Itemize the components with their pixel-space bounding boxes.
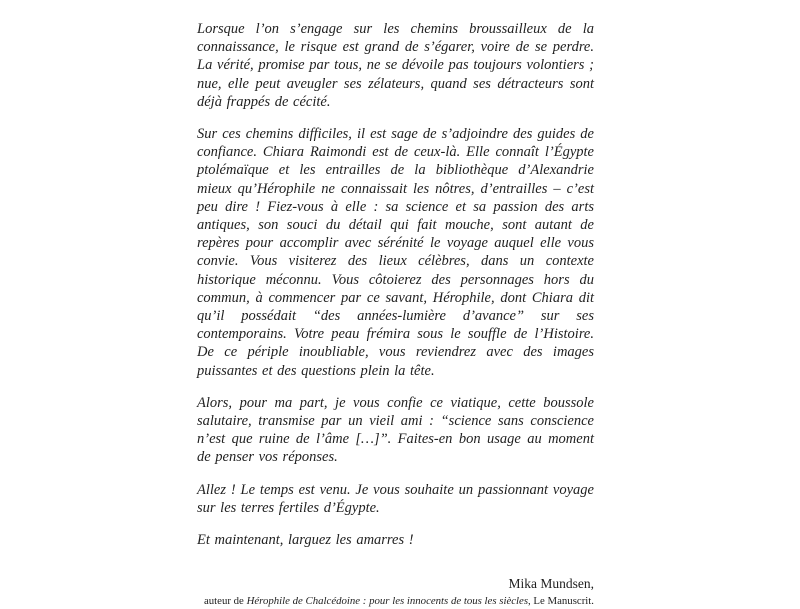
author-credit-prefix: auteur de [203,595,247,608]
letter-paragraph-4: Allez ! Le temps est venu. Je vous souhaite un passionnant voyage sur les terres fertiles d’Égypte. [197,481,594,516]
letter-paragraph-3: Alors, pour ma part, je vous confie ce viatique, cette boussole salutaire, transmise par un vieil ami : “science sans conscience n’est que ruine de l’âme […]”. Faites-en bon usage au moment de penser vos réponses. [197,394,594,466]
letter-paragraph-2: Sur ces chemins difficiles, il est sage de s’adjoindre des guides de confiance. Chiara Raimondi est de ceux-là. Elle connaît l’Égypte ptolémaïque et les entrailles de la bibliothèque d’Alexandrie mieux qu’Hérophile ne connaissait les nôtres, d’entrailles – c’est peu dire ! Fiez-vous à elle : sa science et sa passion des arts antiques, son souci du détail qui fait mouche, sont autant de repères pour accomplir avec sérénité le voyage auquel elle vous convie. Vous visiterez des lieux célèbres, dans un contexte historique méconnu. Vous côtoierez des personnages hors du commun, à commencer par ce savant, Hérophile, dont Chiara dit qu’il possédait “des années-lumière d’avance” sur ses contemporains. Votre peau frémira sous le souffle de l’Histoire. De ce périple inoubliable, vous reviendrez avec des images puissantes et des questions plein la tête. [197,126,594,379]
letter-paragraph-1: Lorsque l’on s’engage sur les chemins broussailleux de la connaissance, le risque est grand de s’égarer, voire de se perdre. La vérité, promise par tous, ne se dévoile pas toujours volontiers ; nue, elle peut aveugler ses zélateurs, quand ses détracteurs sont déjà frappés de cécité. [197,21,594,110]
preface-text-block [197,20,594,609]
signature-block [197,575,594,609]
author-credit-line [197,594,594,609]
letter-paragraph-5: Et maintenant, larguez les amarres ! [197,532,414,549]
author-name: Mika Mundsen, [508,576,594,592]
author-credit-book-title: Hérophile de Chalcédoine : pour les innocents de tous les siècles [246,595,529,608]
author-credit-suffix: , Le Manuscrit. [528,595,594,608]
